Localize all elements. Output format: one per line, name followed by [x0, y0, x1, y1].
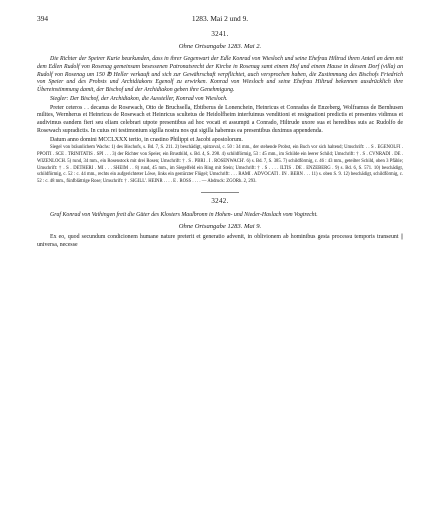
sealers-label: Siegler:	[50, 95, 69, 102]
page-header	[37, 14, 403, 26]
sealers-line	[37, 96, 403, 104]
page-number: 394	[37, 14, 49, 23]
document-regest: Die Richter der Speirer Kurie beurkunden, dass in ihrer Gegenwart der Edle Konrad von Wiesloch und seine Ehefrau Hiltrud ihren Anteil an dem mit dem Edlen Rudolf von Rosenag gemeinsam besessenen Patronatsrecht der Kirche in Rosenag samt einem Hof und einem Hause in diesem Dorf (villa) an Rudolf von Rosenag um 150 ℔ Heller verkauft und sich zur Gewährschaft verpflichtet, auch versprochen haben, die Zustimmung des Bischofs Friedrich von Speier und des Probsts und Archidiakons Egenolf zu erwirken. Konrad von Wiesloch und seine Ehefrau Hiltrud bekennen ausdrücklich ihre Übereinstimmung damit, der Bischof und der Archidiakon geben ihre Genehmigung.	[37, 56, 403, 93]
document-dateline-2: Ohne Ortsangabe 1283. Mai 9.	[178, 222, 262, 230]
document-datum: Datum anno domini MCCLXXX tertio, in crastino Philippi et Jacobi apostolorum.	[50, 136, 243, 143]
document-latin-text-2: Ex eo, quod secundum condicionem humane nature preterit et generatio advenit, in oblivionem ab hominibus gesta processu temporis transeunt || universa, necesse	[37, 233, 403, 248]
section-divider	[201, 192, 239, 193]
document-dateline: Ohne Ortsangabe 1283. Mai 2.	[178, 43, 262, 50]
document-latin-text: Preter ceteros . . decanus de Rosewach, Otto de Bruchsella, Ebtiberus de Lonenchein, Heinricus et Conradus de Enzeberg, Wolframus de Bernhusen milites, Wernherus et Heinricus de Rosewach et Heinricus scultetus de Heidolfheim interfuimus venditioni et resignationi predictis et presentes vidimus et audivimus eandem fieri seu eliam celebrari utpote presentibus ad hoc vocati et assumpti a Conrado, Hiltrude uxore sua et heredibus suis ac Rudolfo de Rosewach supradictis. In cuius rei testimonium sigilla nostra nos qui sigilla habemus ea presentibus duximus appendenda.	[37, 104, 403, 134]
seal-description-notes: Siegel von bräunlichem Wachs: 1) des Bischofs, s. Bd. 7, S. 211. 2) beschädigt, spitzoval, c. 50 : 34 mm., der stehende Probst, ein Buch vor sich haltend; Umschrift: . . S . EGENOLFI . PPOITI . SCE . TRINITATIS . SPI . . . 3) der Richter von Speier, ein Brustbild, s. Bd. 4, S. 298. 4) schildförmig, 53 : 45 mm., im Schilde ein leerer Schild; Umschrift: † . S . CVNRADI . DE . WIZENLOCH. 5) rund, 34 mm., ein Rosenstock mit drei Rosen; Umschrift: † . S . PBRI . I . ROSENWACH'. 6) s. Bd. 7, S. 385. 7) schildförmig, c. 46 : 43 mm., geteilter Schild, oben 3 Pfähle; Umschrift: † . S . DETHERI . MI . . . SHEIM . . 8) rund, 45 mm., im Siegelfeld ein Ring mit Stein; Umschrift: † . S . . . . ILTIS . DE . ENZEBERG . 9) s. Bd. 6, S. 571. 10) beschädigt, schildförmig, c. 52 : c. 44 mm., rechts ein aufgerichteter Löwe, links ein gestürzter Flügel; Umschrift: . . . RAMI . ADVOCATI . IN . BERN . . . 11) s. oben S. 9. 12) beschädigt, schildförmig, c. 52 : c. 48 mm., fünfblättrige Rose; Umschrift: † . SIGILL'. HEINR . . . . E . ROSS . . . . — Abdruck: ZGORh. 2, 293.	[37, 145, 403, 184]
document-number: 3241.	[211, 30, 229, 38]
sealers-text: Der Bischof, der Archidiakon, die Aussteller, Konrad von Wiesloch.	[69, 95, 228, 102]
document-regest-2: Graf Konrad von Vaihingen freit die Güter des Klosters Maulbronn in Hohen- und Nieder-Haslach vom Vogtrecht.	[50, 211, 318, 218]
running-title: 1283. Mai 2 und 9.	[191, 14, 249, 23]
document-number-2: 3242.	[211, 196, 229, 205]
